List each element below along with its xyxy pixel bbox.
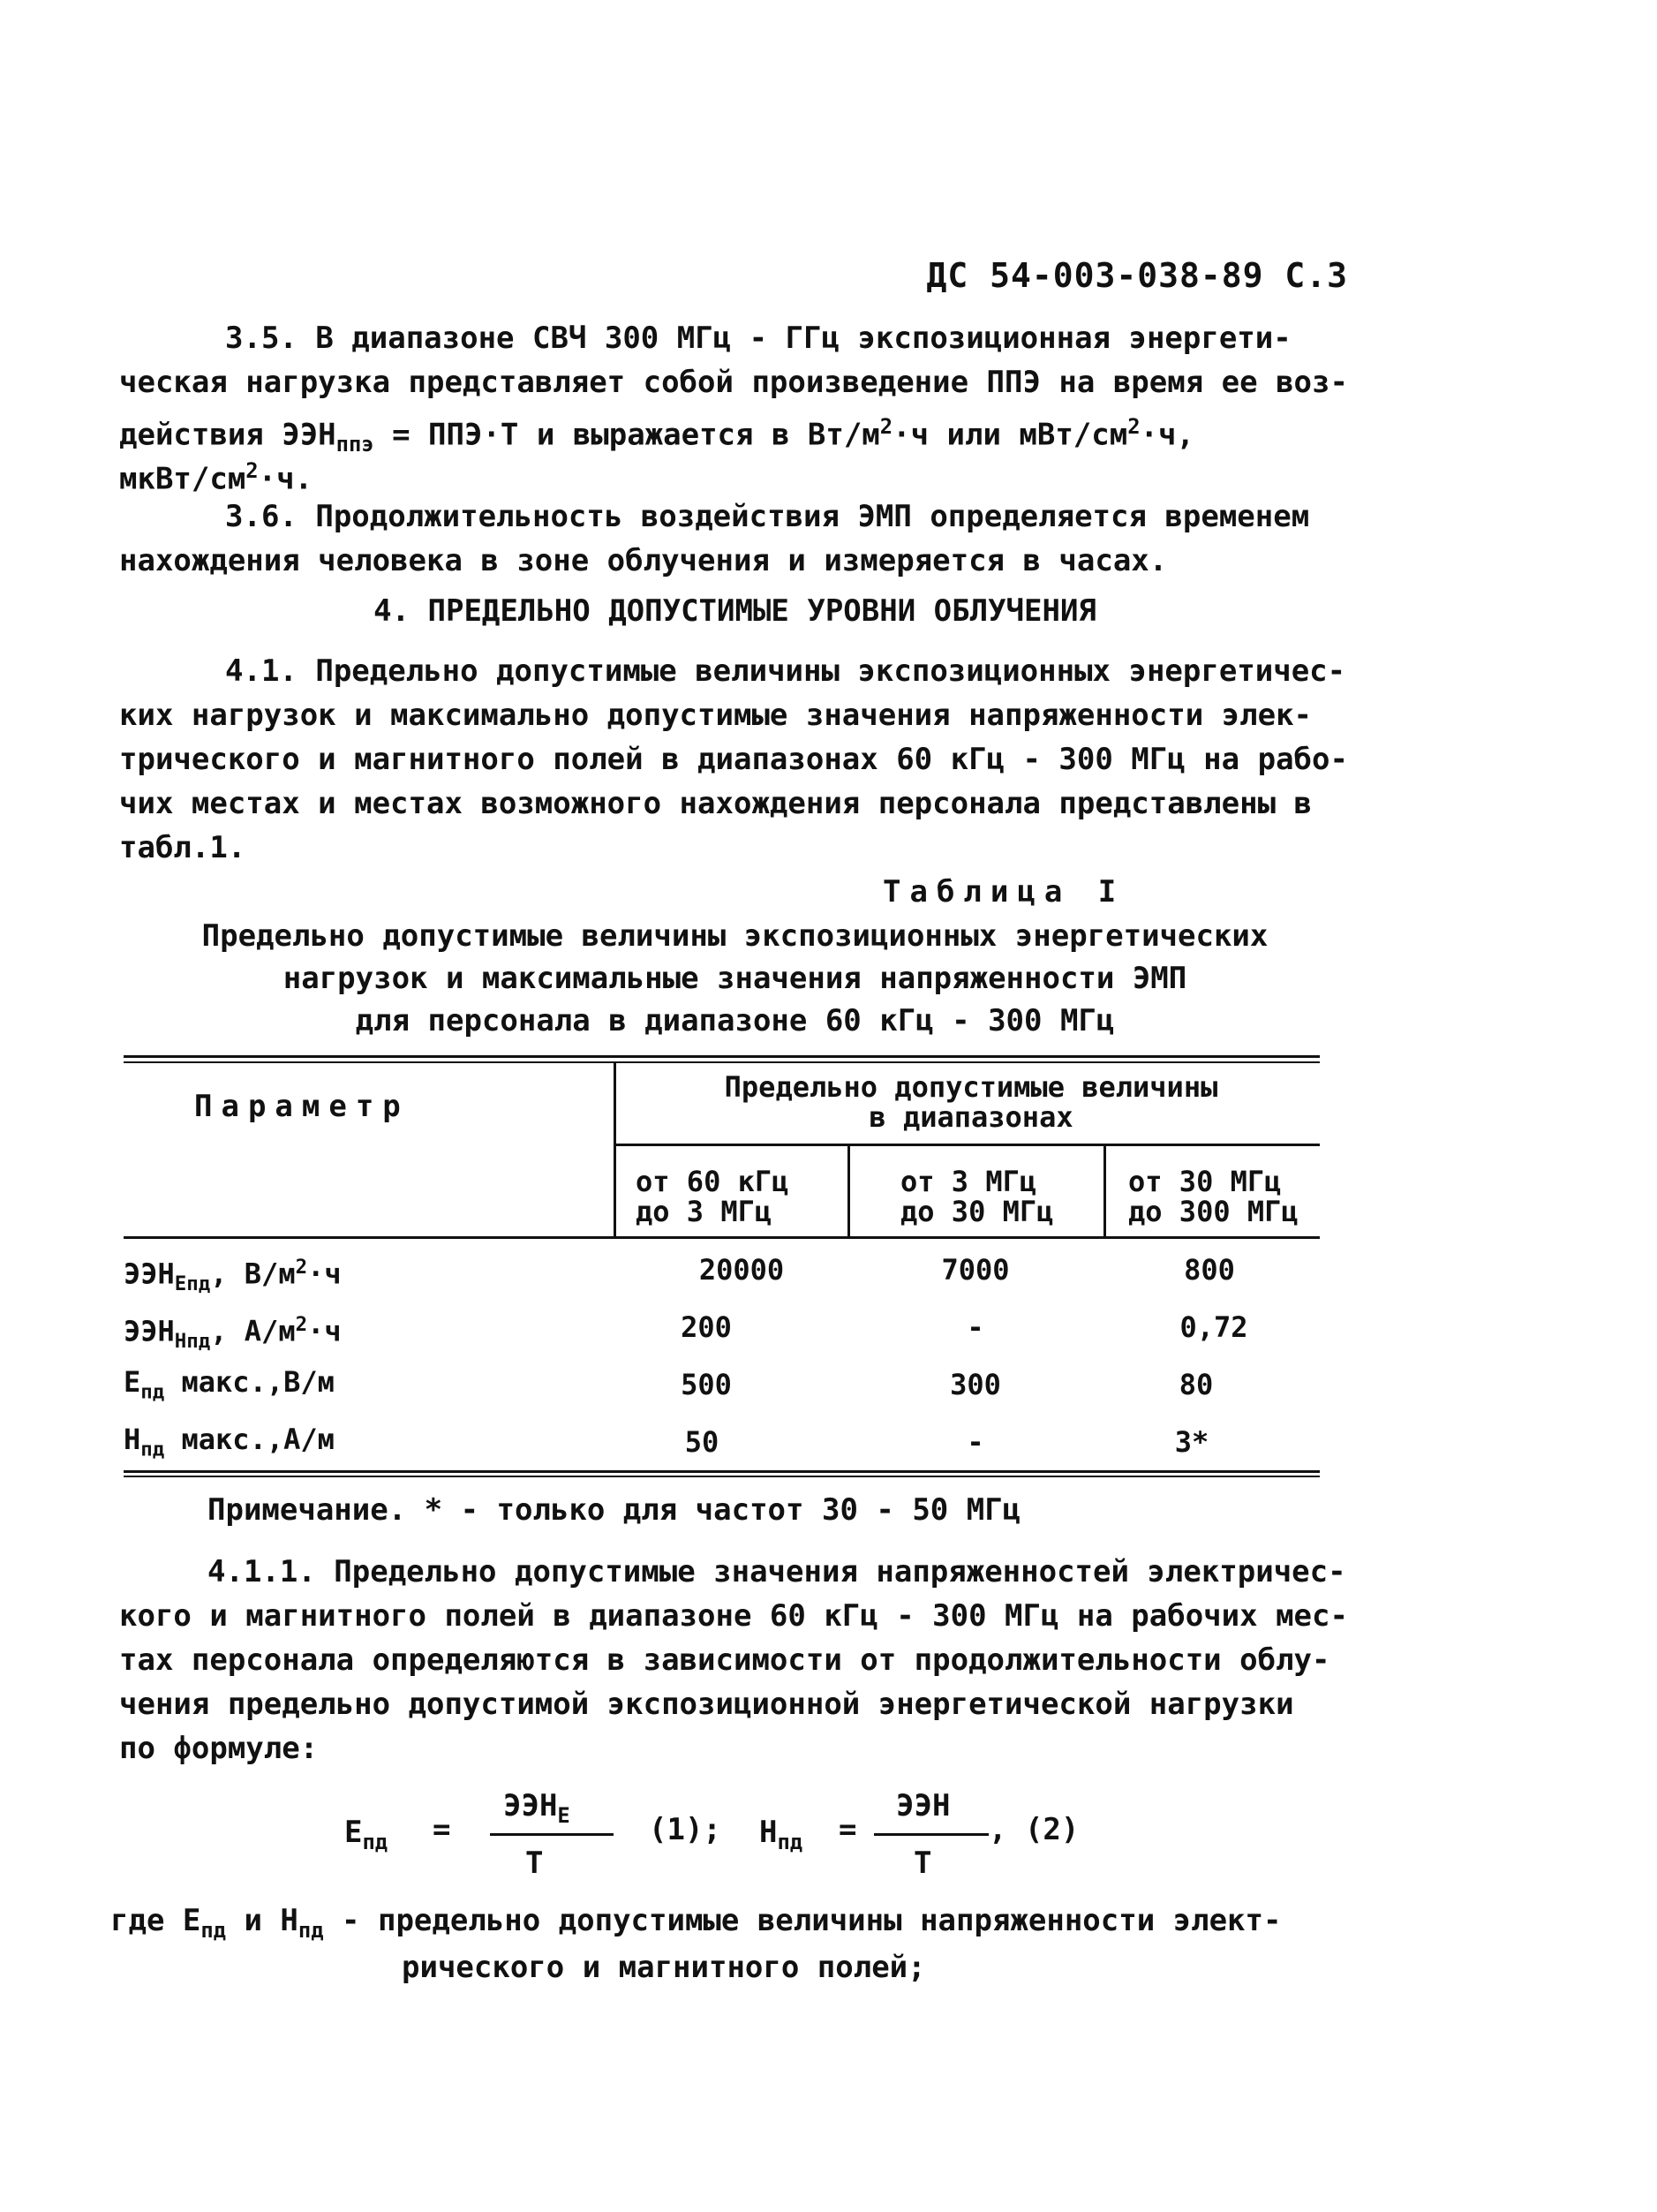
- row-2-v3: 0,72: [1179, 1310, 1248, 1344]
- row-1-v2: 7000: [941, 1253, 1010, 1287]
- table-caption-line3: для персонала в диапазоне 60 кГц - 300 МГц: [355, 1003, 1115, 1038]
- row-2-v2: -: [967, 1310, 984, 1344]
- row-4-v2: -: [967, 1425, 984, 1459]
- table-group-header-2: в диапазонах: [869, 1100, 1073, 1134]
- formula-e-numerator: $ЭЭН_Е$: [503, 1788, 570, 1828]
- formula-h-eq: =: [839, 1812, 857, 1847]
- formula-h-numerator: ЭЭН: [896, 1788, 951, 1823]
- p36-line2: нахождения человека в зоне облучения и измеряется в часах.: [119, 543, 1168, 578]
- row-2-param: $ЭЭН_{Нпд}$, $А/м^2\cdot ч$: [124, 1313, 342, 1354]
- formula-e-ref: (1);: [649, 1812, 721, 1847]
- p411-line1: 4.1.1. Предельно допустимые значения напряженностей электричес-: [207, 1554, 1346, 1589]
- row-1-v1: 20000: [698, 1253, 785, 1287]
- table-caption-line1: Предельно допустимые величины экспозиционных энергетических: [201, 918, 1269, 954]
- row-4-param: $Н_{пд}$ макс.,А/м: [124, 1423, 335, 1461]
- table-note: Примечание. * - только для частот 30 - 50 МГц: [207, 1492, 1021, 1528]
- table-vline-sub1: [847, 1144, 850, 1239]
- table-top-rule: [124, 1055, 1320, 1058]
- table-label: Таблица I: [883, 874, 1126, 910]
- p41-line3: трического и магнитного полей в диапазонах 60 кГц - 300 МГц на рабо-: [119, 742, 1348, 777]
- p36-line1: 3.6. Продолжительность воздействия ЭМП определяется временем: [225, 499, 1310, 534]
- row-3-v1: 500: [681, 1368, 732, 1401]
- formula-h-fraction-bar: [874, 1833, 989, 1836]
- p41-line2: ких нагрузок и максимально допустимые значения напряженности элек-: [119, 698, 1313, 733]
- subheader-2-line2: до 30 МГц: [900, 1195, 1054, 1228]
- subheader-2-line1: от 3 МГц: [900, 1165, 1037, 1198]
- table-group-header-1: Предельно допустимые величины: [724, 1070, 1218, 1104]
- p411-line2: кого и магнитного полей в диапазоне 60 кГц - 300 МГц на рабочих мес-: [119, 1598, 1348, 1634]
- row-1-v3: 800: [1184, 1253, 1235, 1287]
- where-line1: где $Е_{пд}$ и $Н_{пд}$ - предельно допустимые величины напряженности элект-: [110, 1903, 1282, 1943]
- table-bottom-rule: [124, 1470, 1320, 1473]
- row-1-param: $ЭЭН_{Епд}$, $В/м^2\cdot ч$: [124, 1256, 342, 1296]
- p35-line3: действия $ЭЭН_{ппэ} = ППЭ\cdot Т$ и выражается в $Вт/м^2\cdot ч$ или мВт/$см^2\cdot ч$,: [119, 414, 1194, 457]
- p35-line4: мкВт/$см^2\cdot ч$.: [119, 458, 313, 497]
- section-4-title: 4. ПРЕДЕЛЬНО ДОПУСТИМЫЕ УРОВНИ ОБЛУЧЕНИЯ: [373, 593, 1096, 629]
- table-top-rule-2: [124, 1061, 1320, 1063]
- subheader-1-line1: от 60 кГц: [636, 1165, 789, 1198]
- subheader-3-line1: от 30 МГц: [1128, 1165, 1282, 1198]
- formula-h-lhs: $Н_{пд}$: [759, 1815, 803, 1854]
- formula-e-fraction-bar: [490, 1833, 614, 1836]
- row-3-v2: 300: [950, 1368, 1001, 1401]
- where-line2: рического и магнитного полей;: [402, 1950, 926, 1985]
- formula-h-ref: , (2): [989, 1812, 1080, 1847]
- limits-table: [124, 1055, 1320, 1483]
- subheader-1-line2: до 3 МГц: [636, 1195, 772, 1228]
- p41-line1: 4.1. Предельно допустимые величины экспозиционных энергетичес-: [225, 653, 1346, 689]
- row-2-v1: 200: [681, 1310, 732, 1344]
- row-3-param: $Е_{пд}$ макс.,В/м: [124, 1365, 335, 1404]
- table-group-rule: [614, 1144, 1320, 1146]
- subheader-3-line2: до 300 МГц: [1128, 1195, 1299, 1228]
- p411-line5: по формуле:: [119, 1731, 319, 1766]
- table-vline-param: [614, 1062, 616, 1239]
- document-header: ДС 54-003-038-89 С.3: [926, 256, 1348, 295]
- p35-line1: 3.5. В диапазоне СВЧ 300 МГц - ГГц экспозиционная энергети-: [225, 321, 1292, 356]
- table-bottom-rule-2: [124, 1476, 1320, 1477]
- row-4-v1: 50: [684, 1425, 719, 1459]
- formula-h-denominator: Т: [914, 1846, 932, 1881]
- formula-e-denominator: Т: [525, 1846, 544, 1881]
- p411-line3: тах персонала определяются в зависимости от продолжительности облу-: [119, 1642, 1330, 1678]
- p35-line2: ческая нагрузка представляет собой произведение ППЭ на время ее воз-: [119, 365, 1348, 400]
- table-param-header: Параметр: [194, 1089, 410, 1124]
- formula-e-eq: =: [433, 1812, 451, 1847]
- row-4-v3: 3*: [1174, 1425, 1209, 1459]
- p41-line4: чих местах и местах возможного нахождения персонала представлены в: [119, 786, 1313, 821]
- table-header-rule: [124, 1236, 1320, 1239]
- table-caption-line2: нагрузок и максимальные значения напряженности ЭМП: [282, 961, 1187, 996]
- p41-line5: табл.1.: [119, 830, 246, 865]
- table-vline-sub2: [1103, 1144, 1106, 1239]
- row-3-v3: 80: [1179, 1368, 1214, 1401]
- formula-e-lhs: $Е_{пд}$: [344, 1815, 388, 1854]
- p411-line4: чения предельно допустимой экспозиционной энергетической нагрузки: [119, 1687, 1294, 1722]
